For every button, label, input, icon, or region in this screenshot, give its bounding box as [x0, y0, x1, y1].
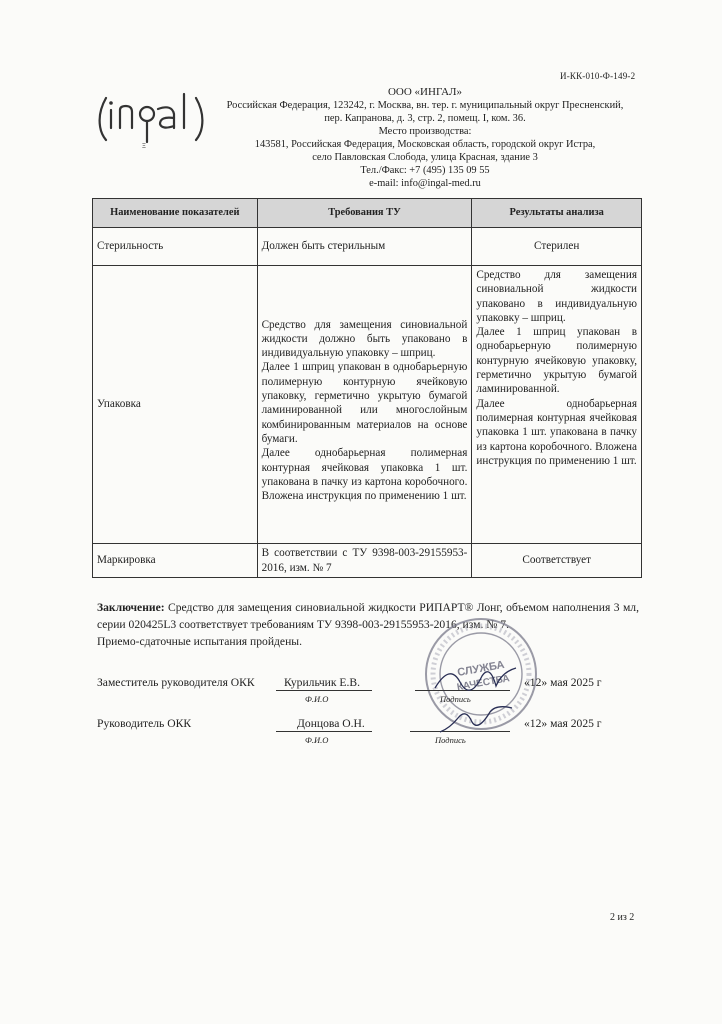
signature-2-sign-label: Подпись — [435, 735, 466, 745]
svg-text:СЛУЖБА: СЛУЖБА — [456, 658, 506, 679]
packaging-req-p3: Далее однобарьерная полимерная контурная ячейковая упаковка 1 шт. упакована в пачку из картона коробочного. Вложена инструкция по применению 1 шт. — [261, 447, 468, 503]
packaging-res-p3: Далее однобарьерная полимерная контурная ячейковая упаковка 1 шт. упакована в пачку из картона коробочного. Вложена инструкция по применению 1 шт. — [476, 397, 637, 467]
signature-1-sign-label: Подпись — [440, 694, 471, 704]
sterility-result: Стерилен — [472, 228, 642, 266]
sterility-requirement: Должен быть стерильным — [257, 228, 472, 266]
conclusion-label: Заключение: — [97, 601, 165, 614]
column-header-indicator: Наименование показателей — [93, 199, 258, 228]
signature-2-handwriting-icon — [436, 700, 516, 740]
table-row-packaging — [93, 266, 642, 544]
signature-2-name: Донцова О.Н. — [297, 717, 365, 730]
signature-2-fio-label: Ф.И.О — [305, 735, 329, 745]
legal-address-line-1: Российская Федерация, 123242, г. Москва, вн. тер. г. муниципальный округ Пресненский, — [226, 100, 624, 111]
signature-1-handwriting-icon — [430, 658, 520, 698]
phone-fax: Тел./Факс: +7 (495) 135 09 55 — [360, 165, 490, 176]
analysis-table — [92, 198, 642, 578]
sterility-name: Стерильность — [93, 228, 258, 266]
production-site-label: Место производства: — [378, 126, 472, 137]
packaging-req-p2: Далее 1 шприц упакован в однобарьерную полимерную контурную ячейковую упаковку, герметично укрытую бумагой ламинированной или многослойным комбинированным материалов на основе бумаги. — [261, 361, 468, 445]
marking-result: Соответствует — [472, 544, 642, 578]
conclusion — [97, 599, 639, 650]
production-address-line-1: 143581, Российская Федерация, Московская область, городской округ Истра, — [254, 139, 596, 150]
signature-2-name-line — [276, 731, 372, 732]
table-row-marking — [93, 544, 642, 578]
document-id: И-КК-010-Ф-149-2 — [560, 71, 636, 81]
signature-1-fio-label: Ф.И.О — [305, 694, 329, 704]
table-row-sterility — [93, 228, 642, 266]
packaging-requirement — [257, 266, 472, 544]
signature-2-role: Руководитель ОКК — [97, 717, 192, 730]
signature-1-role: Заместитель руководителя ОКК — [97, 676, 255, 689]
legal-address-line-2: пер. Капранова, д. 3, стр. 2, помещ. I, ком. 36. — [324, 113, 526, 124]
signature-2-date: «12» мая 2025 г — [524, 717, 602, 730]
packaging-req-p1: Средство для замещения синовиальной жидкости должно быть упаковано в индивидуальную упаковку – шприц. — [261, 318, 468, 360]
packaging-res-p1: Средство для замещения синовиальной жидкости упаковано в индивидуальную упаковку – шприц. — [476, 269, 637, 324]
marking-name: Маркировка — [93, 544, 258, 578]
column-header-requirements: Требования ТУ — [257, 199, 472, 228]
table-header-row — [93, 199, 642, 228]
conclusion-tests-passed: Приемо-сдаточные испытания пройдены. — [97, 635, 302, 648]
signature-1-date: «12» мая 2025 г — [524, 676, 602, 689]
conclusion-text: Средство для замещения синовиальной жидкости РИПАРТ® Лонг, объемом наполнения 3 мл, серии 020425L3 соответствует требованиям ТУ 9398-003-29155953-2016, изм. № 7. — [97, 601, 639, 631]
signature-1-name: Курильчик Е.В. — [284, 676, 361, 689]
page-number: 2 из 2 — [610, 912, 635, 923]
svg-text:Ξ: Ξ — [142, 144, 146, 150]
column-header-results: Результаты анализа — [472, 199, 642, 228]
packaging-name: Упаковка — [93, 266, 258, 544]
production-address-line-2: село Павловская Слобода, улица Красная, здание 3 — [312, 152, 538, 163]
email: e-mail: info@ingal-med.ru — [369, 178, 481, 189]
company-header — [190, 86, 660, 190]
company-name: ООО «ИНГАЛ» — [387, 86, 463, 98]
marking-requirement: В соответствии с ТУ 9398-003-29155953-2016, изм. № 7 — [257, 544, 472, 578]
packaging-result — [472, 266, 642, 544]
svg-text:КАЧЕСТВА: КАЧЕСТВА — [456, 673, 511, 694]
signature-1-name-line — [276, 690, 372, 691]
packaging-res-p2: Далее 1 шприц упакован в однобарьерную полимерную контурную ячейковую упаковку, герметично укрытую бумагой ламинированной. — [476, 326, 637, 396]
